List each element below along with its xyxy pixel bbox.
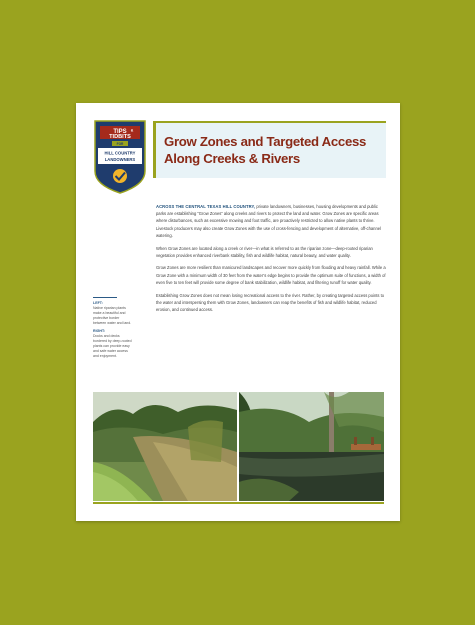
- badge-line3: HILL COUNTRY: [104, 150, 136, 156]
- caption-right-head: RIGHT:: [93, 329, 105, 334]
- document-page: [76, 103, 400, 521]
- title-band: [153, 121, 386, 178]
- lead-in: ACROSS THE CENTRAL TEXAS HILL COUNTRY,: [156, 204, 256, 209]
- tips-tidbits-badge: [93, 119, 147, 195]
- badge-line1: TIPS: [113, 128, 127, 135]
- page-title-line1: Grow Zones and Targeted Access: [164, 134, 367, 149]
- paragraph-4: Establishing Grow Zones does not mean losing recreational access to the river. Rather, by creating targeted access points to the water and interspersing them with Grow Zones, landowners can reap the benefits of fish and wildlife habitat, reduced erosion, and continued access.: [156, 292, 385, 312]
- shield-checkmark-badge-icon: [93, 119, 147, 195]
- caption-rule: [93, 297, 117, 298]
- photo-dock-creek: [239, 392, 384, 501]
- photo-grow-zone: [93, 392, 237, 501]
- badge-line2: TIDBITS: [109, 134, 131, 141]
- caption-left-text: Native riparian plants make a beautiful and protective border between water and land.: [93, 306, 132, 325]
- caption-right-text: Docks and decks bordered by deep-rooted plants can provide easy and safe water access and enjoyment.: [93, 334, 132, 358]
- paragraph-1-text: private landowners, businesses, housing developments and public parks are establishing “Grow Zones” along creeks and rivers to protect the land and water. Grow Zones are specific areas where disturbances, such as excessive mowing and foot traffic, are proactively restricted to allow native plants to thrive. Livestock producers may also create Grow Zones with the use of cross-fencing and development of alternative, off-channel watering.: [156, 204, 382, 238]
- paragraph-3: Grow Zones are more resilient than manicured landscapes and recover more quickly from flooding and heavy rainfall. While a Grow Zone with a minimum width of 30 feet from the water’s edge begins to provide the optimum suite of functions, a width of even five to ten feet will provide some degree of bank stabilization, wildlife habitat, and filtering runoff for water quality.: [156, 265, 386, 285]
- badge-amp: &: [130, 128, 134, 133]
- body-column: [156, 203, 386, 319]
- caption-left-head: LEFT:: [93, 301, 103, 306]
- badge-line4: LANDOWNERS: [104, 157, 136, 162]
- badge-for: FOR: [116, 141, 124, 146]
- paragraph-2: When Grow Zones are located along a creek or river—in what is referred to as the riparian zone—deep-rooted riparian vegetation provides enhanced riverbank stability, fish and wildlife habitat, natural beauty, and water quality.: [156, 245, 373, 258]
- paragraph-1: [156, 203, 386, 239]
- photo-captions: [93, 297, 133, 362]
- page-title-line2: Along Creeks & Rivers: [164, 151, 300, 166]
- footer-rule: [93, 502, 384, 504]
